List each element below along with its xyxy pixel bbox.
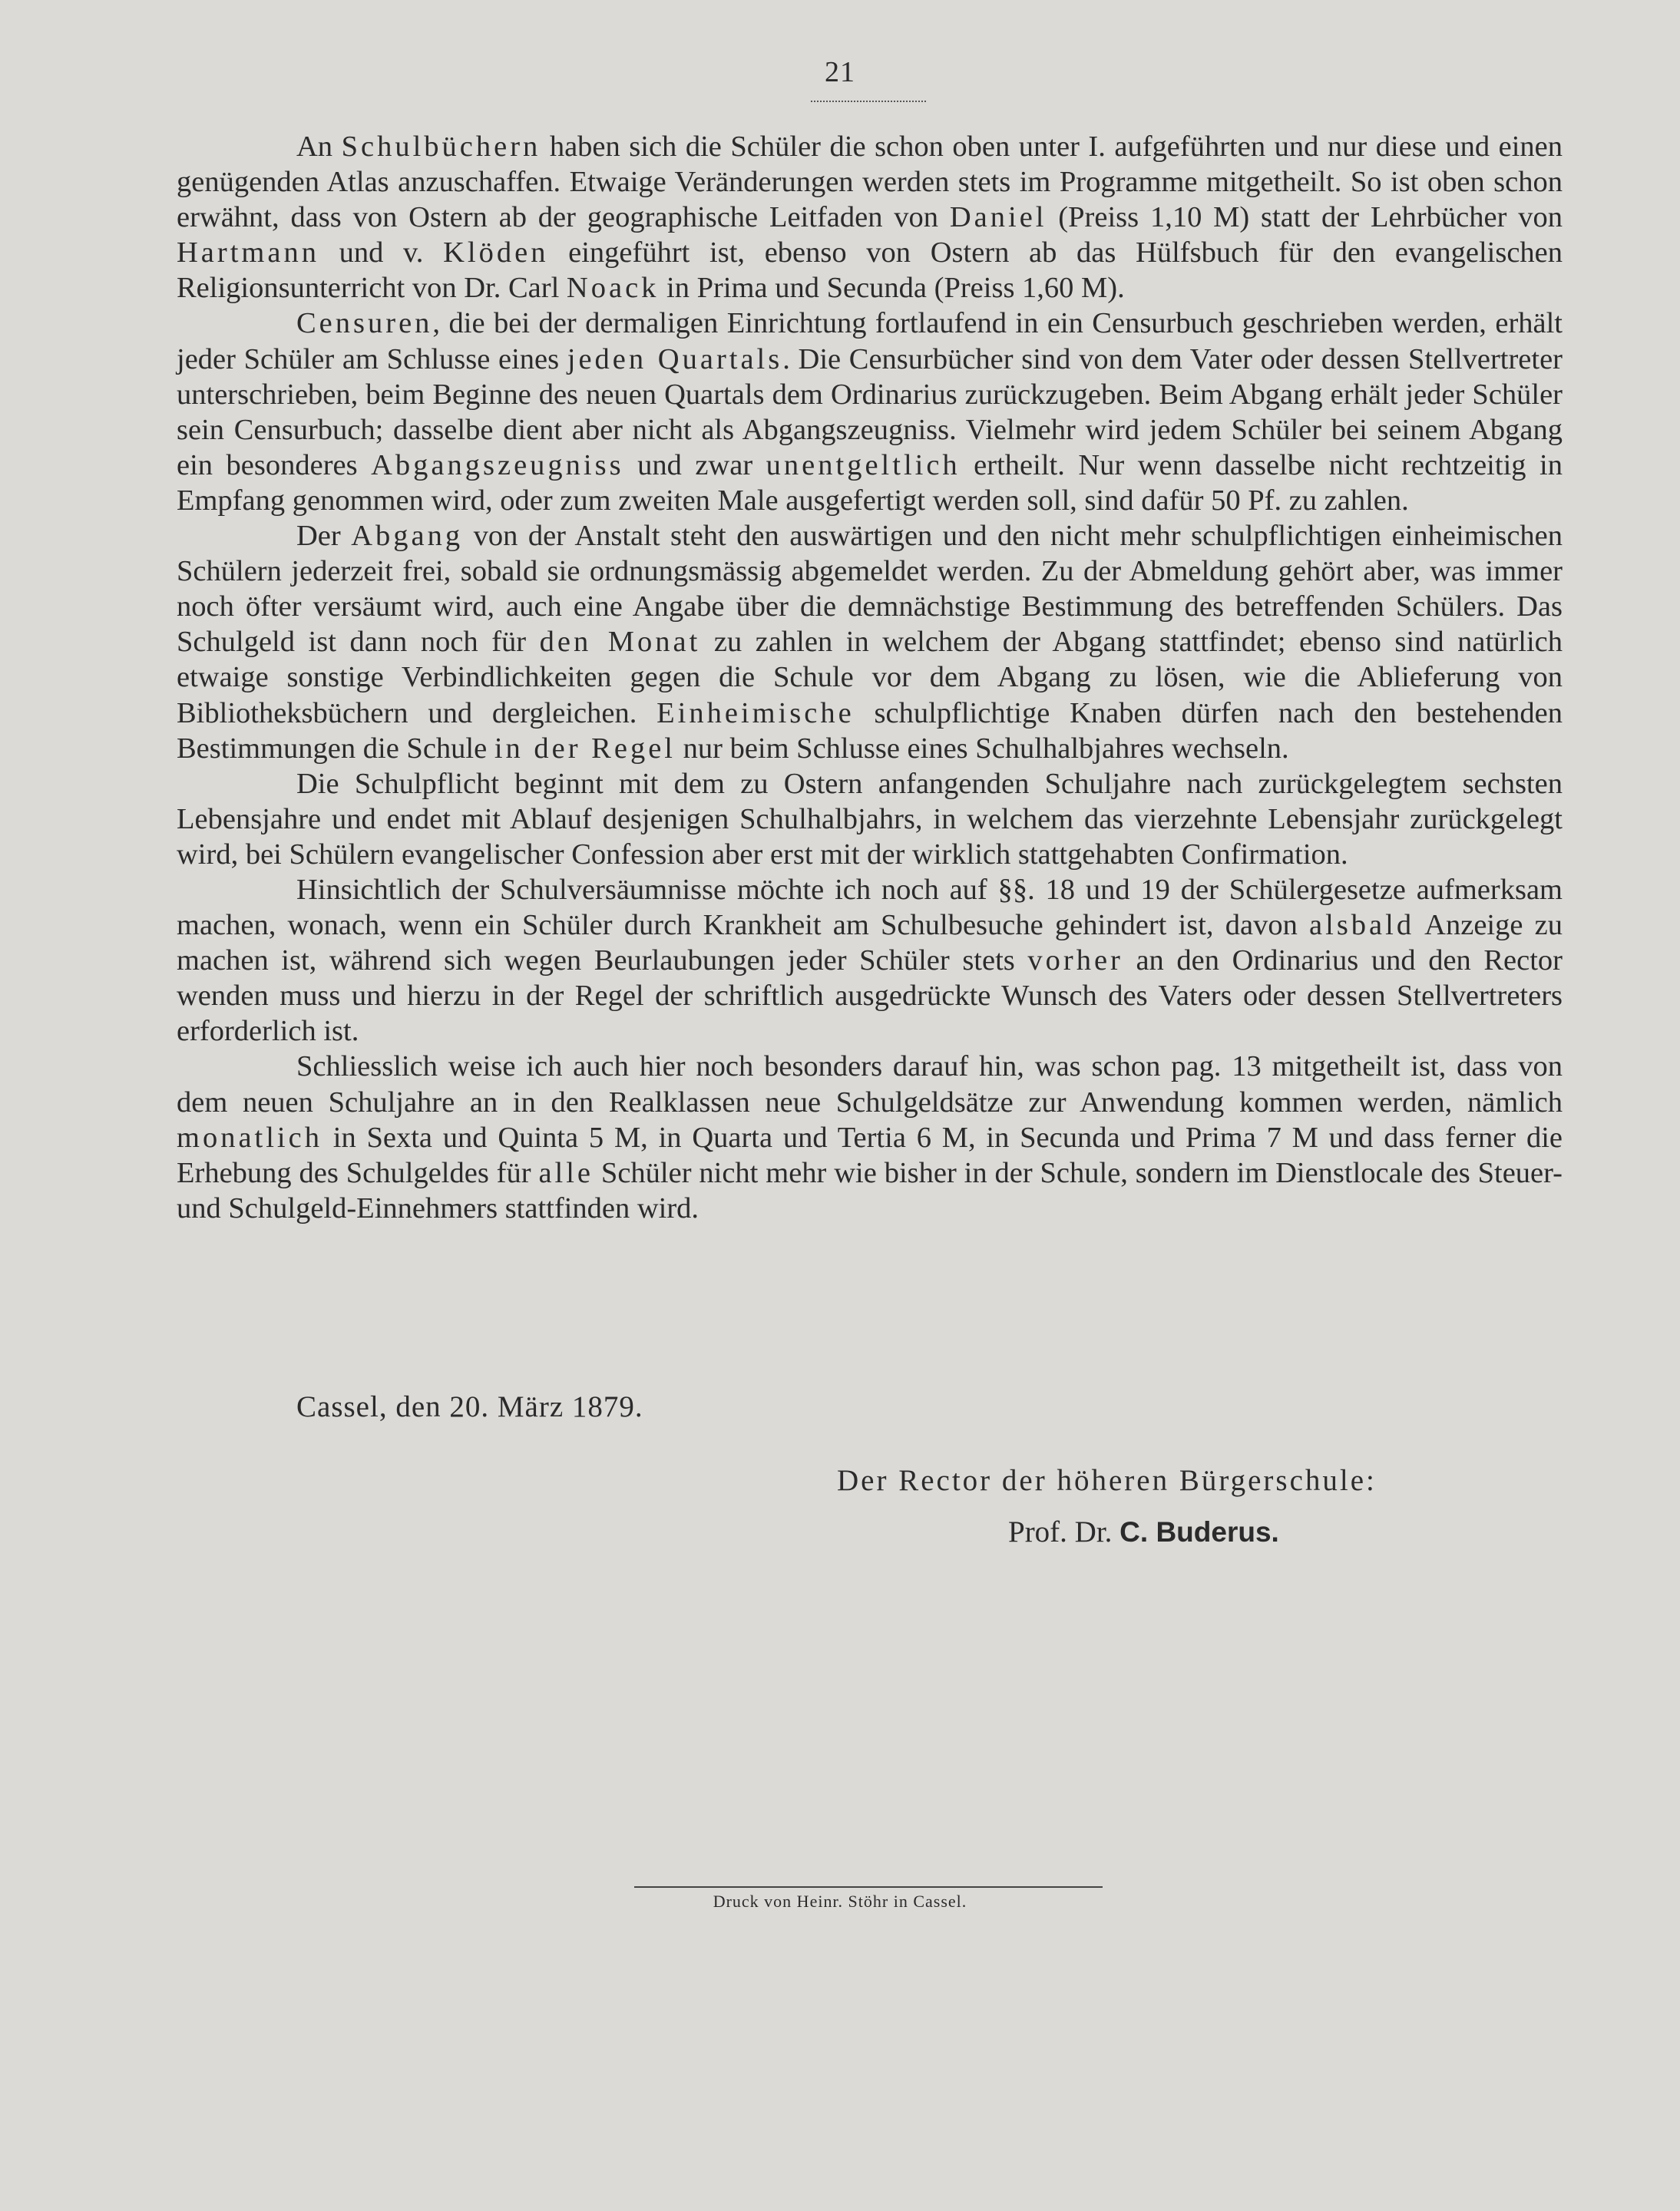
spaced-emphasis: Klöden [443, 236, 549, 269]
text-run: und zwar [623, 448, 766, 481]
text-run: (Preiss 1,10 M) statt der Lehrbücher von [1047, 201, 1563, 234]
text-run: zu zahlen in welchem der Abgang stattfindet; ebenso sind natürlich etwaige sonstige Verbindlichkeiten gegen die Schule vor dem Abgang zu lösen, wie die Ablieferung von Bibliotheksbüchern und dergleichen. [177, 626, 1563, 729]
text-run: Schüler nicht mehr wie bisher in der Schule, sondern im Dienstlocale des Steuer- und Schulgeld-Einnehmers stattfinden wird. [177, 1156, 1563, 1224]
text-run: An [296, 131, 342, 163]
spaced-emphasis: Abgang [351, 520, 464, 553]
spaced-emphasis: Noack [566, 272, 660, 305]
text-run: Anzeige zu machen ist, während sich wegen Beurlaubungen jeder Schüler stets [177, 909, 1563, 977]
body-text [177, 129, 1563, 1226]
text-run: eingeführt ist, ebenso von Ostern ab das Hülfsbuch für den evangelischen Religionsunterricht von Dr. Carl [177, 236, 1563, 305]
spaced-emphasis: vorher [1027, 944, 1123, 977]
signature-name [1008, 1515, 1279, 1549]
text-run: an den Ordinarius und den Rector wenden muss und hierzu in der Regel der schriftlich ausgedrückte Wunsch des Vaters oder dessen Stellvertreters erforderlich ist. [177, 944, 1563, 1048]
text-run: von der Anstalt steht den auswärtigen und den nicht mehr schulpflichtigen einheimischen Schülern jederzeit frei, sobald sie ordnungsmässig abgemeldet werden. Zu der Abmeldung gehört aber, was immer noch öfter versäumt wird, auch eine Angabe über die demnächstige Bestimmung des betreffenden Schülers. Das Schulgeld ist dann noch für [177, 520, 1563, 659]
paragraph [177, 518, 1563, 766]
paragraph [177, 306, 1563, 518]
text-run: in Sexta und Quinta 5 M, in Quarta und Tertia 6 M, in Secunda und Prima 7 M und dass ferner die Erhebung des Schulgeldes für [177, 1121, 1563, 1189]
spaced-emphasis: alle [538, 1156, 594, 1189]
dateline: Cassel, den 20. März 1879. [296, 1390, 643, 1423]
spaced-emphasis: alsbald [1309, 909, 1415, 942]
text-run: Der [296, 520, 352, 553]
text-run: nur beim Schlusse eines Schulhalbjahres wechseln. [676, 732, 1289, 765]
paragraph [177, 766, 1563, 872]
signature-title: Der Rector der höheren Bürgerschule: [837, 1464, 1377, 1497]
printer-imprint: Druck von Heinr. Stöhr in Cassel. [713, 1892, 967, 1911]
spaced-emphasis: den Monat [539, 626, 701, 659]
text-run: Hinsichtlich der Schulversäumnisse möchte ich noch auf §§. 18 und 19 der Schülergesetze aufmerksam machen, wonach, wenn ein Schüler durch Krankheit am Schulbesuche gehindert ist, davon [177, 873, 1563, 942]
spaced-emphasis: Schulbüchern [341, 131, 541, 163]
text-run: und v. [319, 236, 444, 269]
spaced-emphasis: jeden Quartals [567, 342, 783, 375]
spaced-emphasis: Abgangszeugniss [371, 448, 624, 481]
spaced-emphasis: Einheimische [656, 696, 855, 729]
text-run: in Prima und Secunda (Preiss 1,60 M). [659, 272, 1125, 305]
paragraph [177, 872, 1563, 1049]
text-run: Schliesslich weise ich auch hier noch besonders darauf hin, was schon pag. 13 mitgetheilt ist, dass von dem neuen Schuljahre an in den Realklassen neue Schulgeldsätze zur Anwendung kommen werden, nämlich [177, 1050, 1563, 1119]
spaced-emphasis: Daniel [949, 201, 1047, 234]
spaced-emphasis: in der Regel [494, 732, 676, 765]
text-run: . Die Censurbücher sind von dem Vater oder dessen Stellvertreter unterschrieben, beim Beginne des neuen Quartals dem Ordinarius zurückzugeben. Beim Abgang erhält jeder Schüler sein Censurbuch; dasselbe dient aber nicht als Abgangszeugniss. Vielmehr wird jedem Schüler bei seinem Abgang ein besonderes [177, 342, 1563, 481]
signature-prefix: Prof. Dr. [1008, 1515, 1120, 1548]
spaced-emphasis: Censuren [296, 307, 433, 340]
paragraph [177, 129, 1563, 306]
paragraph [177, 1049, 1563, 1225]
text-run: schulpflichtige Knaben dürfen nach den bestehenden Bestimmungen die Schule [177, 696, 1563, 765]
spaced-emphasis: monatlich [177, 1121, 322, 1154]
spaced-emphasis: Hartmann [177, 236, 319, 269]
signature-surname: C. Buderus. [1119, 1516, 1279, 1548]
footer-rule [634, 1886, 1103, 1888]
text-run: haben sich die Schüler die schon oben unter I. aufgeführten und nur diese und einen genügenden Atlas anzuschaffen. Etwaige Veränderungen werden stets im Programme mitgetheilt. So ist oben schon erwähnt, dass von Ostern ab der geographische Leitfaden von [177, 131, 1563, 234]
page-number-ornament [811, 101, 926, 106]
spaced-emphasis: unentgeltlich [766, 448, 961, 481]
text-run: , die bei der dermaligen Einrichtung fortlaufend in ein Censurbuch geschrieben werden, erhält jeder Schüler am Schlusse eines [177, 307, 1563, 375]
page-number: 21 [825, 56, 855, 88]
text-run: ertheilt. Nur wenn dasselbe nicht rechtzeitig in Empfang genommen wird, oder zum zweiten Male ausgefertigt werden soll, sind dafür 50 Pf. zu zahlen. [177, 448, 1563, 517]
text-run: Die Schulpflicht beginnt mit dem zu Ostern anfangenden Schuljahre nach zurückgelegtem sechsten Lebensjahre und endet mit Ablauf desjenigen Schulhalbjahrs, in welchem das vierzehnte Lebensjahr zurückgelegt wird, bei Schülern evangelischer Confession aber erst mit der wirklich stattgehabten Confirmation. [177, 767, 1563, 871]
